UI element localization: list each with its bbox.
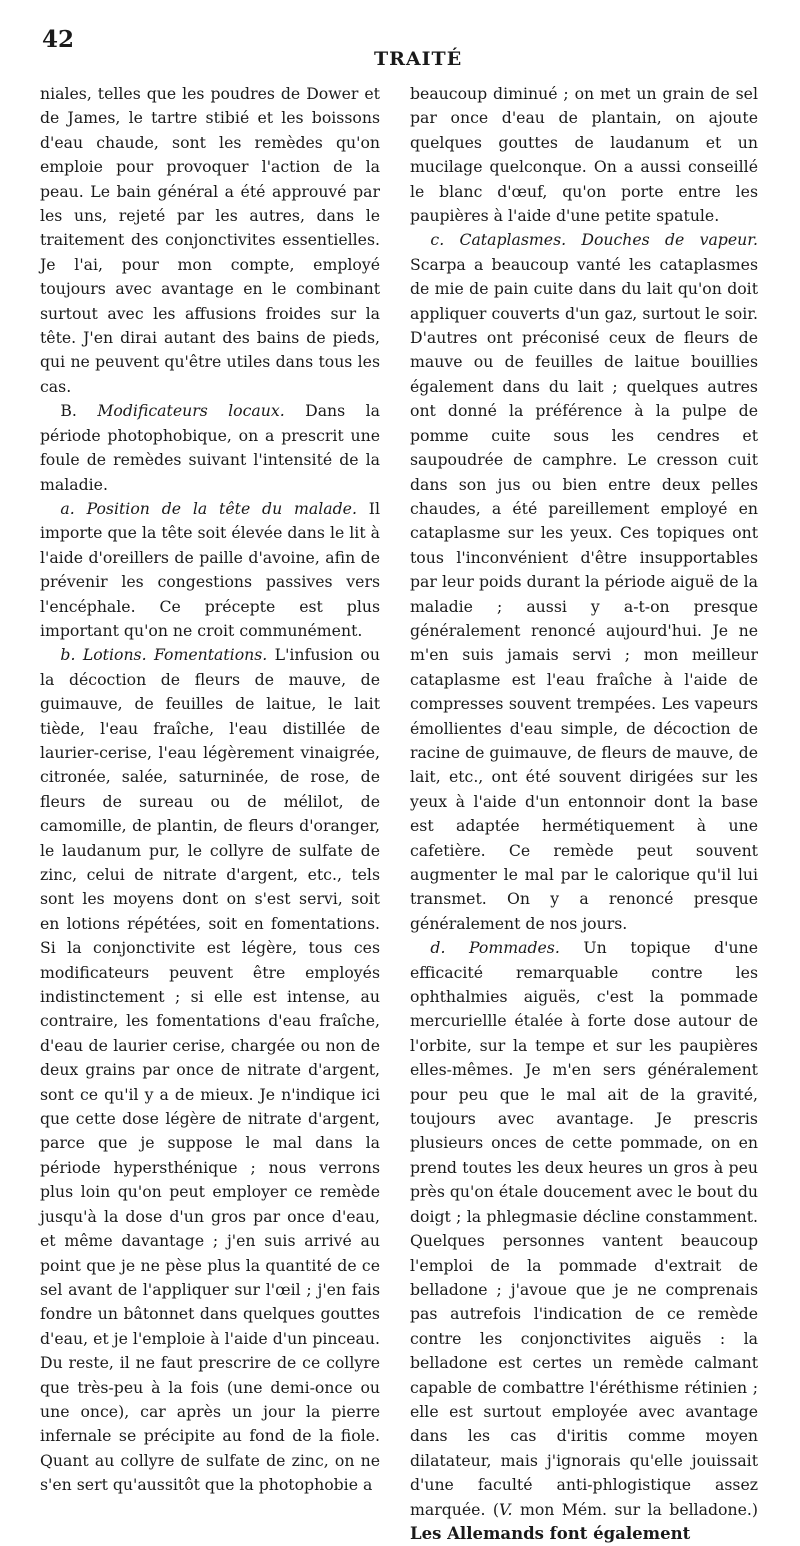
page-number: 42: [42, 26, 75, 53]
paragraph-tail: Les Allemands font également: [410, 1523, 691, 1543]
section-label: B.: [60, 401, 98, 421]
section-heading: c. Cataplasmes. Douches de vapeur.: [430, 230, 758, 250]
paragraph-text: Scarpa a beaucoup vanté les cataplasmes de mie de pain cuite dans du lait qu'on doit appliquer couverts d'un gaz, surtout le soir. D'autres ont préconisé ceux de fleurs de mauve ou de feuilles de laitue bouillies également dans du lait ; quelques autres ont donné la préférence à la pulpe de pomme cuite sous les cendres et saupoudrée de camphre. Le cresson cuit dans son jus ou bien entre deux pelles chaudes, a été pareillement employé en cataplasme sur les yeux. Ces topiques ont tous l'inconvénient d'être insupportables par leur poids durant la période aiguë de la maladie ; aussi y a-t-on presque généralement renoncé aujourd'hui. Je ne m'en suis jamais servi ; mon meilleur cataplasme est l'eau fraîche à l'aide de compresses souvent trempées. Les vapeurs émollientes d'eau simple, de décoction de racine de guimauve, de fleurs de mauve, de lait, etc., ont été souvent dirigées sur les yeux à l'aide d'un entonnoir dont la base est adaptée hermétiquement à une cafetière. Ce remède peut souvent augmenter le mal par le calorique qu'il lui transmet. On y a renoncé presque généralement de nos jours.: [410, 254, 758, 933]
paragraph-pommades: [410, 936, 758, 1546]
reference-marker: V.: [498, 1499, 513, 1519]
right-column: [410, 82, 758, 1546]
left-column: [40, 82, 380, 1498]
running-head: TRAITÉ: [374, 48, 463, 70]
paragraph-text: Un topique d'une efficacité remarquable contre les ophthalmies aiguës, c'est la pommade mercuriellle étalée à forte dose autour de l'orbite, sur la tempe et sur les paupières elles-mêmes. Je m'en sers généralement pour peu que le mal ait de la gravité, toujours avec avantage. Je prescris plusieurs onces de cette pommade, on en prend toutes les deux heures un gros à peu près qu'on étale doucement avec le bout du doigt ; la phlegmasie décline constamment. Quelques personnes vantent beaucoup l'emploi de la pommade d'extrait de belladone ; j'avoue que je ne comprenais pas autrefois l'indication de ce remède contre les conjonctivites aiguës : la belladone est certes un remède calmant capable de combattre l'éréthisme rétinien ; elle est surtout employée avec avantage dans les cas d'iritis comme moyen dilatateur, mais j'ignorais qu'elle jouissait d'une faculté anti-phlogistique assez marquée. (: [410, 938, 758, 1519]
paragraph-lotions: [40, 643, 380, 1497]
paragraph-cataplasmes: [410, 228, 758, 936]
section-heading: d. Pommades.: [430, 938, 560, 958]
section-heading: Modificateurs locaux.: [97, 401, 285, 421]
paragraph-modificateurs: [40, 399, 380, 497]
section-heading: b. Lotions. Fomentations.: [60, 645, 268, 665]
paragraph-text: L'infusion ou la décoction de fleurs de mauve, de guimauve, de feuilles de laitue, le lait tiède, l'eau fraîche, l'eau distillée de laurier-cerise, l'eau légèrement vinaigrée, citronée, salée, saturninée, de rose, de fleurs de sureau ou de mélilot, de camomille, de plantin, de fleurs d'oranger, le laudanum pur, le collyre de sulfate de zinc, celui de nitrate d'argent, etc., tels sont les moyens dont on s'est servi, soit en lotions répétées, soit en fomentations. Si la conjonctivite est légère, tous ces modificateurs peuvent être employés indistinctement ; si elle est intense, au contraire, les fomentations d'eau fraîche, d'eau de laurier cerise, chargée ou non de deux grains par once de nitrate d'argent, sont ce qu'il y a de mieux. Je n'indique ici que cette dose légère de nitrate d'argent, parce que je suppose le mal dans la période hypersthénique ; nous verrons plus loin qu'on peut employer ce remède jusqu'à la dose d'un gros par once d'eau, et même davantage ; j'en suis arrivé au point que je ne pèse plus la quantité de ce sel avant de l'appliquer sur l'œil ; j'en fais fondre un bâtonnet dans quelques gouttes d'eau, et je l'emploie à l'aide d'un pinceau. Du reste, il ne faut prescrire de ce collyre que très-peu à la fois (une demi-once ou une once), car après un jour la pierre infernale se précipite au fond de la fiole. Quant au collyre de sulfate de zinc, on ne s'en sert qu'aussitôt que la photophobie a: [40, 645, 380, 1495]
section-heading: a. Position de la tête du malade.: [60, 498, 357, 518]
paragraph-continuation: niales, telles que les poudres de Dower et de James, le tartre stibié et les boissons d'eau chaude, sont les remèdes qu'on emploie pour provoquer l'action de la peau. Le bain général a été approuvé par les uns, rejeté par les autres, dans le traitement des conjonctivites essentielles. Je l'ai, pour mon compte, employé toujours avec avantage en le combinant surtout avec les affusions froides sur la tête. J'en dirai autant des bains de pieds, qui ne peuvent qu'être utiles dans tous les cas.: [40, 84, 380, 396]
paragraph-text: Il importe que la tête soit élevée dans le lit à l'aide d'oreillers de paille d'avoine, afin de prévenir les congestions passives vers l'encéphale. Ce précepte est plus important qu'on ne croit communément.: [40, 498, 380, 640]
paragraph-text: Dans la période photophobique, on a prescrit une foule de remèdes suivant l'intensité de la maladie.: [40, 401, 380, 494]
reference-text: mon Mém. sur la belladone.): [512, 1499, 758, 1519]
paragraph-continuation: beaucoup diminué ; on met un grain de sel par once d'eau de plantain, on ajoute quelques gouttes de laudanum et un mucilage quelconque. On a aussi conseillé le blanc d'œuf, qu'on porte entre les paupières à l'aide d'une petite spatule.: [410, 84, 758, 226]
paragraph-position: [40, 497, 380, 643]
